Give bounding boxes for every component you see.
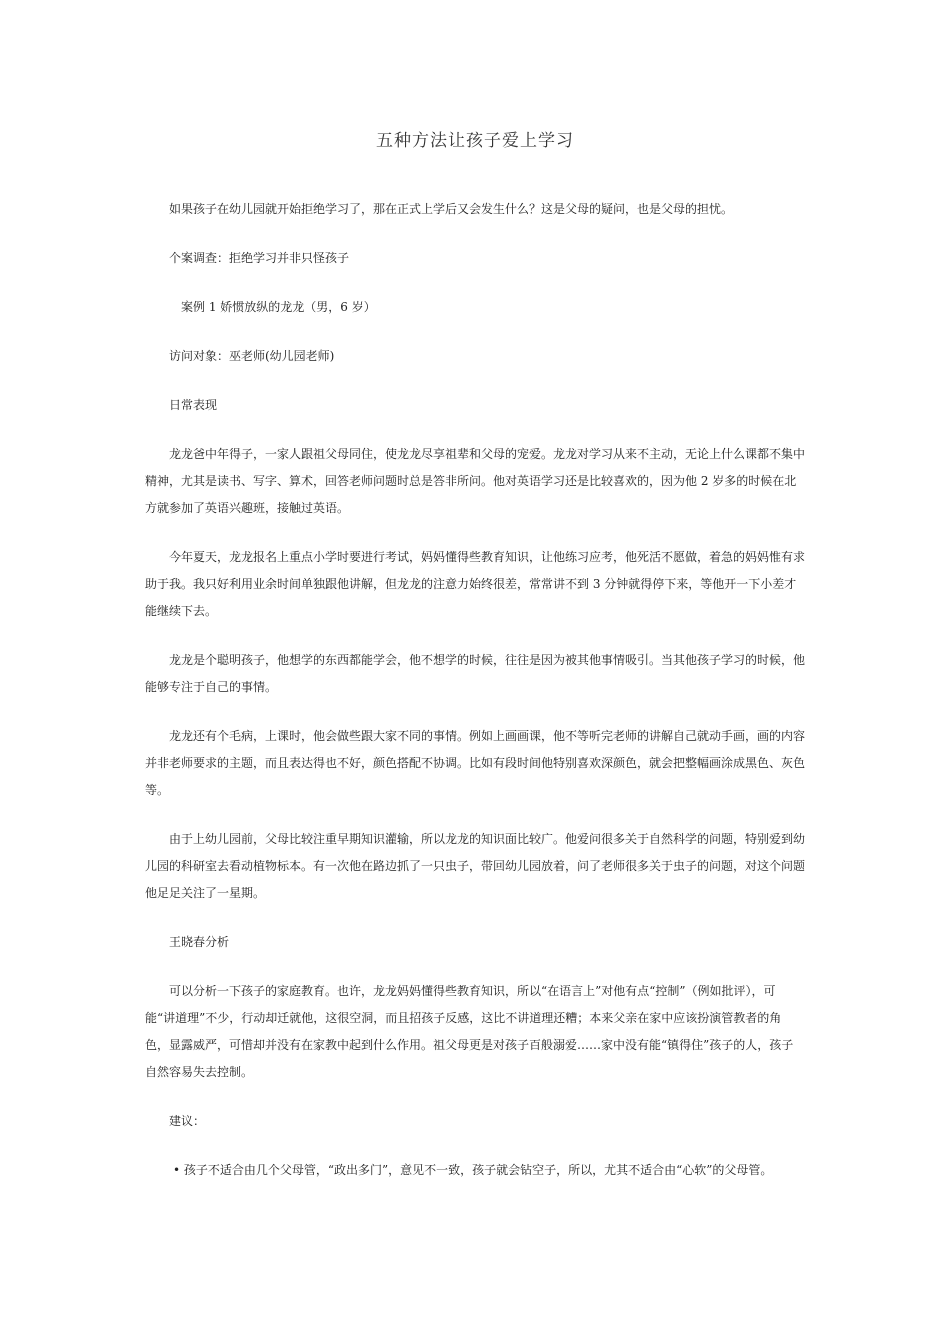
case-title: 案例 1 娇惯放纵的龙龙（男，6 岁） — [181, 300, 376, 314]
case-study-heading: 个案调查：拒绝学习并非只怪孩子 — [169, 251, 350, 265]
analysis-paragraph: 可以分析一下孩子的家庭教育。也许，龙龙妈妈懂得些教育知识，所以“在语言上”对他有点“控制”（例如批评），可能“讲道理”不少，行动却迁就他，这很空洞，而且招孩子反感，这比不讲道理还糟；本来父亲在家中应该扮演管教者的角色，显露威严，可惜却并没有在家教中起到什么作用。祖父母更是对孩子百般溺爱……家中没有能“镇得住”孩子的人，孩子自然容易失去控制。 — [145, 984, 794, 1079]
intro-paragraph: 如果孩子在幼儿园就开始拒绝学习了，那在正式上学后又会发生什么？这是父母的疑问，也是父母的担忧。 — [169, 202, 734, 216]
section-heading-suggestions: 建议： — [169, 1114, 206, 1128]
section-heading-daily: 日常表现 — [169, 398, 218, 412]
body-paragraph: 龙龙爸中年得子，一家人跟祖父母同住，使龙龙尽享祖辈和父母的宠爱。龙龙对学习从来不主动，无论上什么课都不集中精神，尤其是读书、写字、算术，回答老师问题时总是答非所问。他对英语学习还是比较喜欢的，因为他 2 岁多的时候在北方就参加了英语兴趣班，接触过英语。 — [145, 447, 806, 515]
suggestion-bullet: • 孩子不适合由几个父母管，“政出多门”，意见不一致，孩子就会钻空子，所以，尤其不适合由“心软”的父母管。 — [173, 1163, 773, 1177]
body-paragraph: 龙龙是个聪明孩子，他想学的东西都能学会，他不想学的时候，往往是因为被其他事情吸引。当其他孩子学习的时候，他能够专注于自己的事情。 — [145, 653, 806, 694]
body-paragraph: 龙龙还有个毛病，上课时，他会做些跟大家不同的事情。例如上画画课，他不等听完老师的讲解自己就动手画，画的内容并非老师要求的主题，而且表达得也不好，颜色搭配不协调。比如有段时间他特别喜欢深颜色，就会把整幅画涂成黑色、灰色等。 — [145, 729, 806, 797]
document-title: 五种方法让孩子爱上学习 — [376, 131, 574, 151]
body-paragraph: 由于上幼儿园前，父母比较注重早期知识灌输，所以龙龙的知识面比较广。他爱问很多关于自然科学的问题，特别爱到幼儿园的科研室去看动植物标本。有一次他在路边抓了一只虫子，带回幼儿园放着，问了老师很多关于虫子的问题，对这个问题他足足关注了一星期。 — [145, 832, 806, 900]
document-body — [145, 196, 805, 1206]
section-heading-analysis: 王晓春分析 — [169, 935, 230, 949]
interviewee-line: 访问对象：巫老师(幼儿园老师) — [169, 349, 335, 363]
body-paragraph: 今年夏天，龙龙报名上重点小学时要进行考试，妈妈懂得些教育知识，让他练习应考，他死活不愿做，着急的妈妈惟有求助于我。我只好利用业余时间单独跟他讲解，但龙龙的注意力始终很差，常常讲不到 3 分钟就得停下来，等他开一下小差才能继续下去。 — [145, 550, 806, 618]
